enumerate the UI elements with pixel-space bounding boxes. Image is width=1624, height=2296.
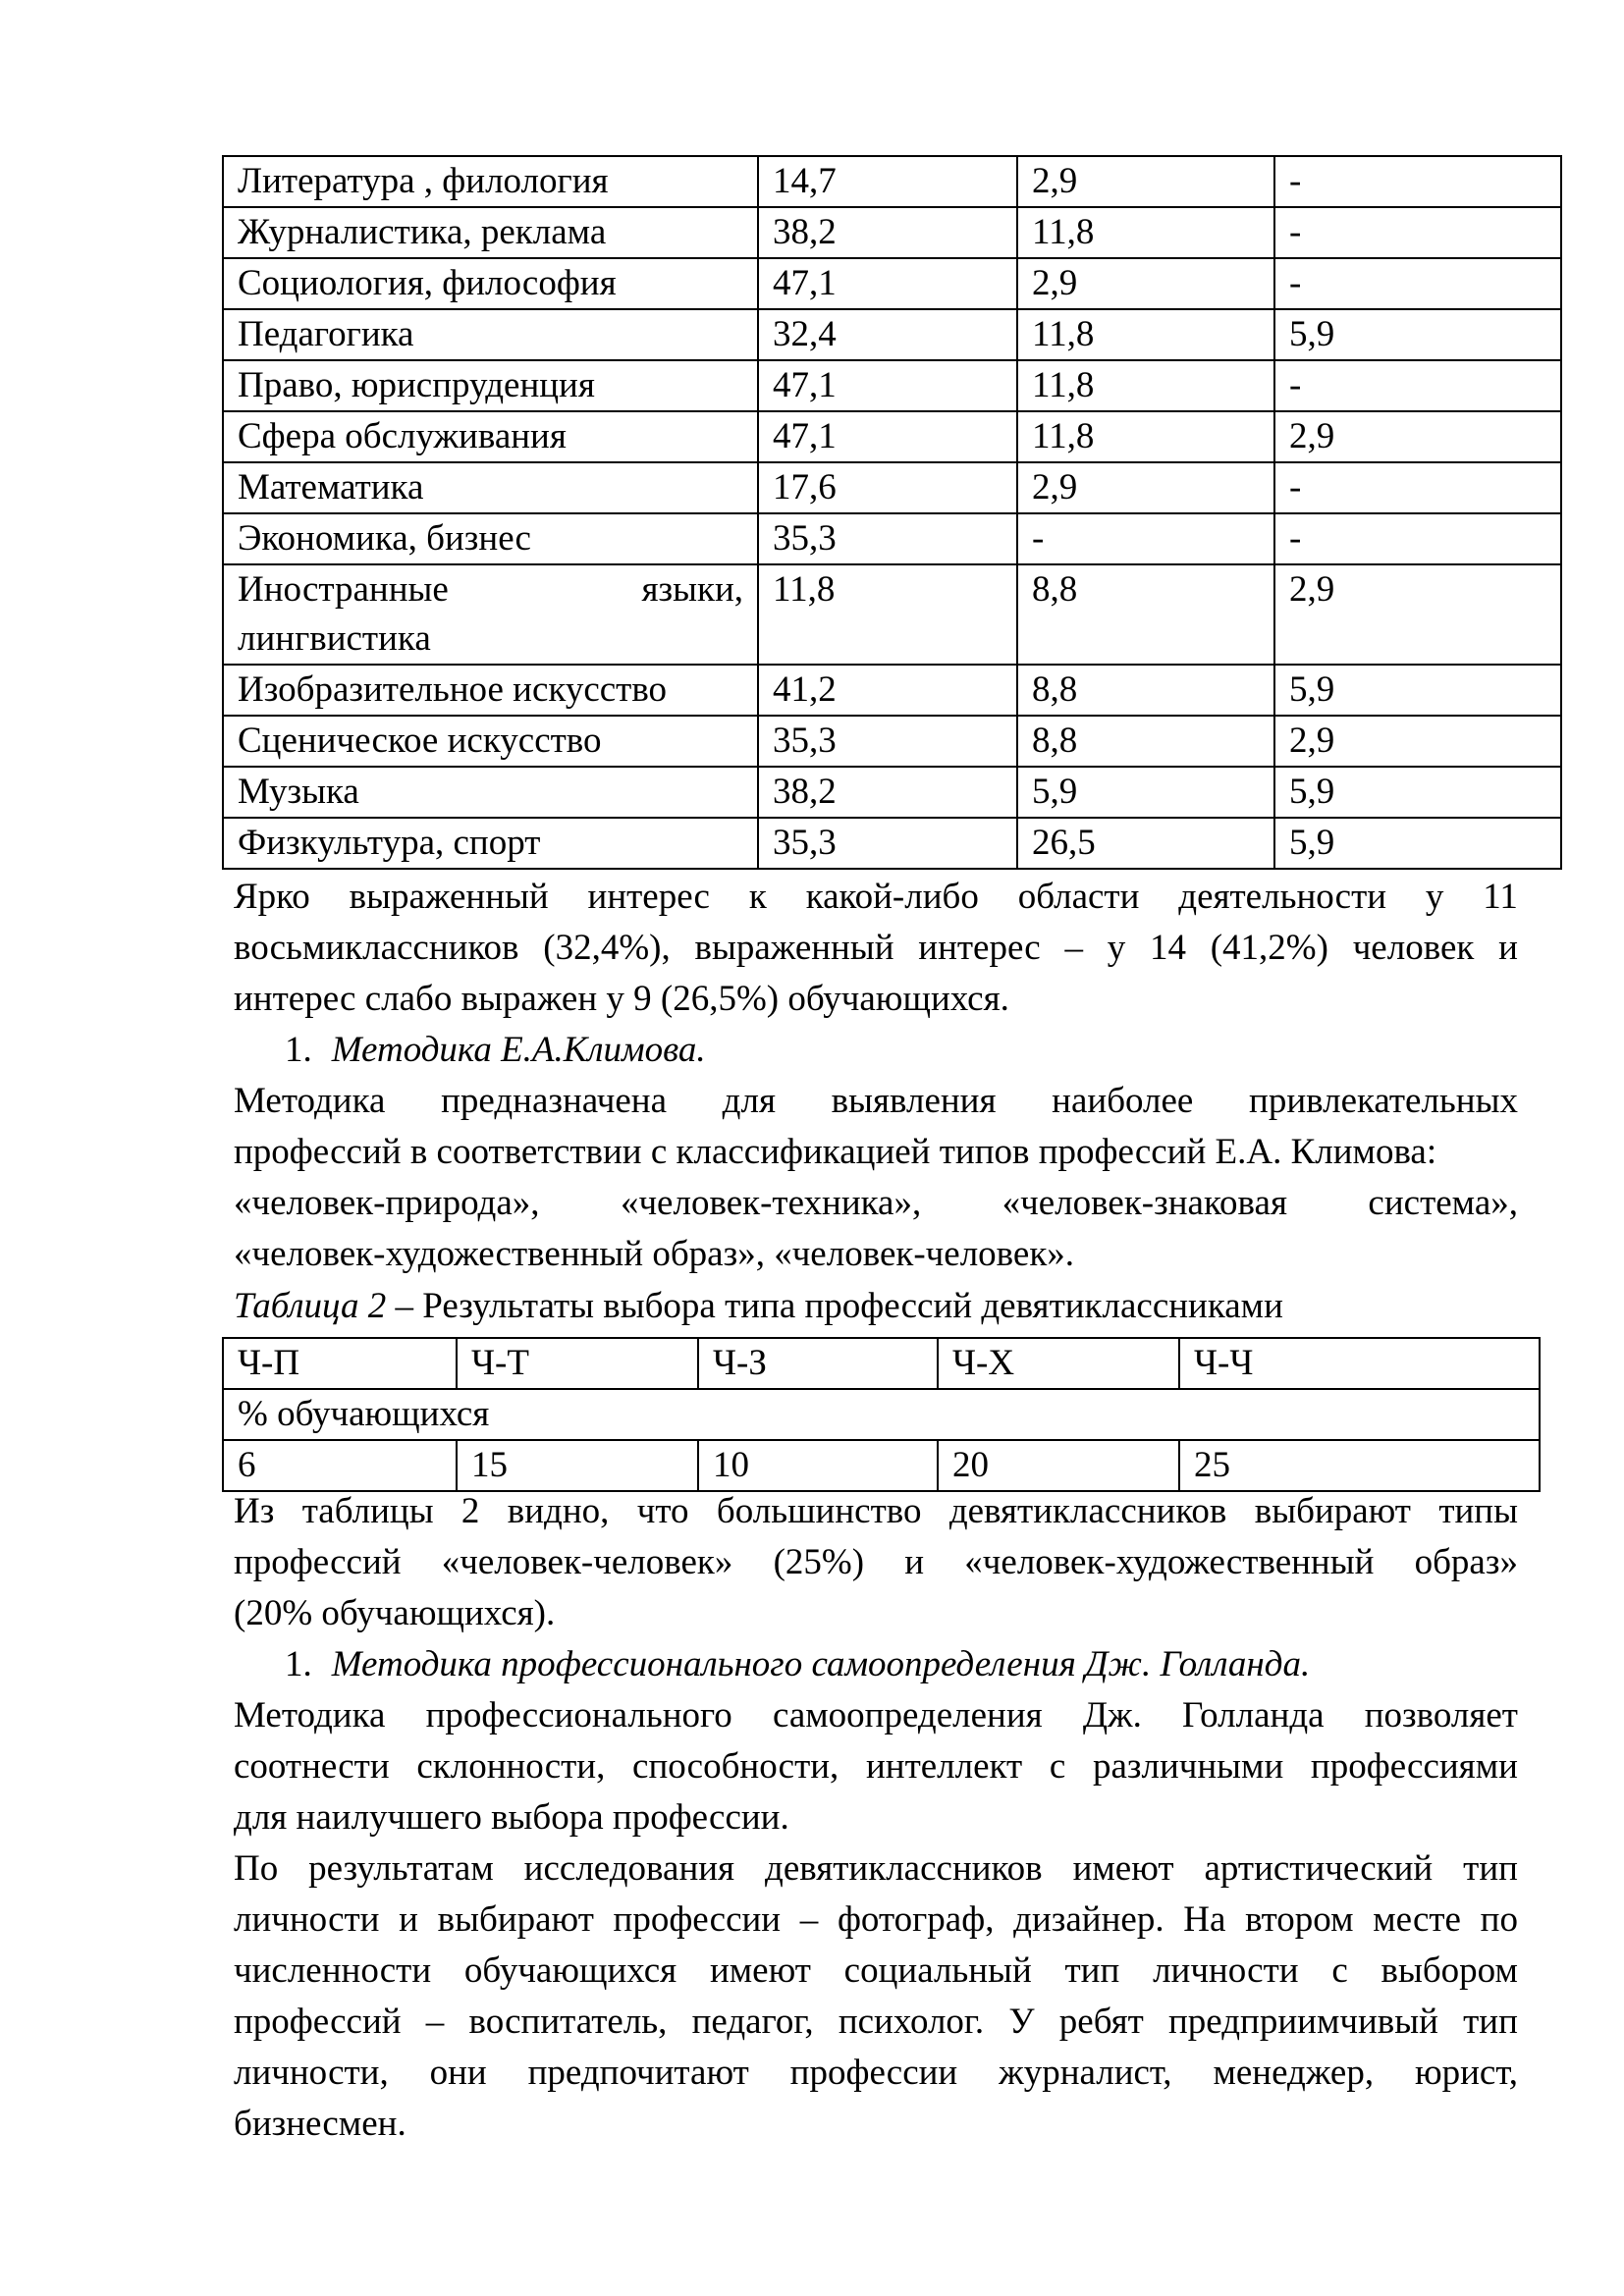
table-cell: - bbox=[1274, 462, 1561, 513]
table-cell: 35,3 bbox=[758, 716, 1017, 767]
word: артистический bbox=[1204, 1848, 1434, 1889]
word: 11 bbox=[1483, 877, 1518, 917]
word: ребят bbox=[1058, 2002, 1144, 2042]
table-header-cell: Ч-Х bbox=[938, 1338, 1179, 1389]
table-row bbox=[223, 564, 1561, 665]
word: исследования bbox=[523, 1848, 735, 1889]
cell-line: лингвистика bbox=[238, 618, 431, 659]
word: Методика bbox=[234, 1695, 386, 1735]
word: журналист, bbox=[999, 2053, 1172, 2093]
paragraph-holland-description bbox=[234, 1690, 1518, 1843]
numbered-heading-klimov bbox=[285, 1025, 706, 1076]
table-row bbox=[223, 360, 1561, 411]
word: 2 bbox=[460, 1491, 480, 1531]
word: наиболее bbox=[1052, 1081, 1194, 1121]
word: к bbox=[748, 877, 767, 917]
caption-label: Таблица 2 bbox=[234, 1286, 387, 1326]
caption-text: – Результаты выбора типа профессий девятиклассниками bbox=[386, 1286, 1283, 1326]
table-cell: 5,9 bbox=[1274, 309, 1561, 360]
word: таблицы bbox=[301, 1491, 434, 1531]
word: интеллект bbox=[865, 1746, 1023, 1787]
table-cell: Математика bbox=[223, 462, 758, 513]
heading-title: Методика Е.А.Климова. bbox=[331, 1030, 706, 1070]
word: имеют bbox=[1072, 1848, 1174, 1889]
word: Ярко bbox=[234, 877, 310, 917]
table-cell: 11,8 bbox=[758, 564, 1017, 665]
word: для bbox=[722, 1081, 776, 1121]
word: у bbox=[1425, 877, 1444, 917]
word: юрист, bbox=[1414, 2053, 1518, 2093]
word: численности bbox=[234, 1950, 432, 1991]
table-cell: - bbox=[1274, 360, 1561, 411]
word: девятиклассников bbox=[765, 1848, 1043, 1889]
table-subheader-cell: % обучающихся bbox=[223, 1389, 1540, 1440]
word: тип bbox=[1463, 1848, 1518, 1889]
word: большинство bbox=[716, 1491, 922, 1531]
table-caption bbox=[234, 1281, 1283, 1332]
word: По bbox=[234, 1848, 279, 1889]
table-row bbox=[223, 462, 1561, 513]
table-cell: 25 bbox=[1179, 1440, 1540, 1491]
word: (41,2%) bbox=[1210, 928, 1328, 968]
word: месте bbox=[1373, 1899, 1461, 1940]
paragraph-table2-summary bbox=[234, 1486, 1518, 1639]
word: выбором bbox=[1380, 1950, 1518, 1991]
table-cell: Литература , филология bbox=[223, 156, 758, 207]
table-cell: Право, юриспруденция bbox=[223, 360, 758, 411]
text-line: «человек-художественный образ», «человек-человек». bbox=[234, 1234, 1075, 1274]
table-cell: 20 bbox=[938, 1440, 1179, 1491]
word: самоопределения bbox=[772, 1695, 1043, 1735]
table-row bbox=[223, 411, 1561, 462]
word: «человек-знаковая bbox=[1001, 1183, 1287, 1223]
word: интерес bbox=[587, 877, 710, 917]
word: социальный bbox=[843, 1950, 1032, 1991]
justified-line bbox=[234, 923, 1518, 974]
word: личности bbox=[234, 1899, 380, 1940]
table-row bbox=[223, 767, 1561, 818]
word: соотнести bbox=[234, 1746, 390, 1787]
word: профессионального bbox=[425, 1695, 732, 1735]
word: Из bbox=[234, 1491, 275, 1531]
text-line: для наилучшего выбора профессии. bbox=[234, 1797, 789, 1838]
word: психолог. bbox=[838, 2002, 985, 2042]
word: Голланда bbox=[1182, 1695, 1325, 1735]
table-cell: - bbox=[1274, 156, 1561, 207]
table-row bbox=[223, 1389, 1540, 1440]
table-cell: 38,2 bbox=[758, 207, 1017, 258]
word: деятельности bbox=[1178, 877, 1387, 917]
table-cell: 38,2 bbox=[758, 767, 1017, 818]
word: выбирают bbox=[1254, 1491, 1411, 1531]
table-cell: 8,8 bbox=[1017, 716, 1274, 767]
table-cell: 47,1 bbox=[758, 411, 1017, 462]
table-cell: 2,9 bbox=[1274, 564, 1561, 665]
table-cell: 11,8 bbox=[1017, 411, 1274, 462]
table-cell: 5,9 bbox=[1017, 767, 1274, 818]
table-cell: 5,9 bbox=[1274, 665, 1561, 716]
word: предназначена bbox=[441, 1081, 667, 1121]
justified-line bbox=[234, 1946, 1518, 1997]
table-cell: Экономика, бизнес bbox=[223, 513, 758, 564]
word: девятиклассников bbox=[948, 1491, 1227, 1531]
word: выбирают bbox=[437, 1899, 594, 1940]
word: – bbox=[799, 1899, 819, 1940]
word: тип bbox=[1463, 2002, 1518, 2042]
table-row bbox=[223, 207, 1561, 258]
word: – bbox=[425, 2002, 445, 2042]
justified-line bbox=[234, 1486, 1518, 1537]
table-cell: 17,6 bbox=[758, 462, 1017, 513]
word: предприимчивый bbox=[1168, 2002, 1438, 2042]
cell-line bbox=[238, 565, 743, 614]
list-number: 1. bbox=[285, 1644, 312, 1684]
word: педагог, bbox=[691, 2002, 814, 2042]
cell-word: языки, bbox=[641, 569, 743, 610]
word: Методика bbox=[234, 1081, 386, 1121]
word: профессии bbox=[613, 1899, 782, 1940]
word: «человек-техника», bbox=[620, 1183, 922, 1223]
word: какой-либо bbox=[805, 877, 979, 917]
table-header-row bbox=[223, 1338, 1540, 1389]
table-row bbox=[223, 818, 1561, 869]
table-row bbox=[223, 309, 1561, 360]
table-row bbox=[223, 258, 1561, 309]
table-cell: 2,9 bbox=[1017, 156, 1274, 207]
table-cell: 11,8 bbox=[1017, 360, 1274, 411]
interest-table bbox=[222, 155, 1562, 870]
word: «человек-человек» bbox=[441, 1542, 733, 1582]
table-cell: 2,9 bbox=[1274, 411, 1561, 462]
table-header-cell: Ч-З bbox=[698, 1338, 938, 1389]
word: по bbox=[1480, 1899, 1518, 1940]
justified-line bbox=[234, 872, 1518, 923]
word: предпочитают bbox=[527, 2053, 749, 2093]
profession-type-table bbox=[222, 1337, 1541, 1492]
table-row bbox=[223, 156, 1561, 207]
word: дизайнер. bbox=[1013, 1899, 1164, 1940]
justified-line bbox=[234, 1537, 1518, 1588]
table-cell: 15 bbox=[457, 1440, 698, 1491]
word: восьмиклассников bbox=[234, 928, 519, 968]
word: воспитатель, bbox=[468, 2002, 668, 2042]
heading-title: Методика профессионального самоопределения Дж. Голланда. bbox=[331, 1644, 1311, 1684]
word: 14 bbox=[1149, 928, 1186, 968]
word: выявления bbox=[831, 1081, 997, 1121]
word: система», bbox=[1368, 1183, 1518, 1223]
table-cell: Журналистика, реклама bbox=[223, 207, 758, 258]
text-line: (20% обучающихся). bbox=[234, 1593, 556, 1633]
justified-line bbox=[234, 1843, 1518, 1895]
word: тип bbox=[1064, 1950, 1120, 1991]
word: с bbox=[1331, 1950, 1348, 1991]
table-cell: 47,1 bbox=[758, 360, 1017, 411]
word: склонности, bbox=[416, 1746, 606, 1787]
word: (32,4%), bbox=[543, 928, 671, 968]
word: у bbox=[1107, 928, 1126, 968]
word: результатам bbox=[308, 1848, 494, 1889]
paragraph-klimov-description bbox=[234, 1076, 1518, 1280]
justified-line bbox=[234, 1741, 1518, 1792]
word: что bbox=[636, 1491, 689, 1531]
table-cell: 5,9 bbox=[1274, 767, 1561, 818]
word: У bbox=[1008, 2002, 1035, 2042]
word: интерес bbox=[918, 928, 1041, 968]
table-cell: Социология, философия bbox=[223, 258, 758, 309]
table-row bbox=[223, 513, 1561, 564]
table-row bbox=[223, 665, 1561, 716]
word: привлекательных bbox=[1249, 1081, 1518, 1121]
word: профессиями bbox=[1310, 1746, 1518, 1787]
word: личности, bbox=[234, 2053, 389, 2093]
table-cell: 41,2 bbox=[758, 665, 1017, 716]
table-header-cell: Ч-П bbox=[223, 1338, 457, 1389]
table-cell: 47,1 bbox=[758, 258, 1017, 309]
word: позволяет bbox=[1364, 1695, 1518, 1735]
numbered-heading-holland bbox=[285, 1639, 1310, 1690]
word: (25%) bbox=[773, 1542, 865, 1582]
table-cell: Музыка bbox=[223, 767, 758, 818]
table-cell: - bbox=[1274, 258, 1561, 309]
table-cell: 8,8 bbox=[1017, 665, 1274, 716]
cell-word: Иностранные bbox=[238, 569, 449, 610]
table-header-cell: Ч-Т bbox=[457, 1338, 698, 1389]
table-cell: 2,9 bbox=[1274, 716, 1561, 767]
table-cell: 5,9 bbox=[1274, 818, 1561, 869]
table-cell: Педагогика bbox=[223, 309, 758, 360]
word: образ» bbox=[1414, 1542, 1518, 1582]
word: и bbox=[1498, 928, 1518, 968]
table-cell: 14,7 bbox=[758, 156, 1017, 207]
word: фотограф, bbox=[837, 1899, 995, 1940]
word: способности, bbox=[632, 1746, 839, 1787]
word: «человек-художественный bbox=[964, 1542, 1375, 1582]
word: профессий bbox=[234, 2002, 402, 2042]
word: имеют bbox=[709, 1950, 811, 1991]
list-number: 1. bbox=[285, 1030, 312, 1070]
text-line: интерес слабо выражен у 9 (26,5%) обучающихся. bbox=[234, 979, 1009, 1019]
word: с bbox=[1049, 1746, 1066, 1787]
table-cell: 10 bbox=[698, 1440, 938, 1491]
table-cell: 26,5 bbox=[1017, 818, 1274, 869]
word: выраженный bbox=[694, 928, 894, 968]
word: личности bbox=[1153, 1950, 1299, 1991]
table-cell: 8,8 bbox=[1017, 564, 1274, 665]
word: менеджер, bbox=[1213, 2053, 1375, 2093]
word: – bbox=[1064, 928, 1083, 968]
table-cell: 2,9 bbox=[1017, 462, 1274, 513]
word: выраженный bbox=[349, 877, 549, 917]
word: обучающихся bbox=[463, 1950, 677, 1991]
word: профессии bbox=[789, 2053, 958, 2093]
word: Дж. bbox=[1082, 1695, 1142, 1735]
justified-line bbox=[234, 1178, 1518, 1229]
justified-line bbox=[234, 1690, 1518, 1741]
table-cell: 35,3 bbox=[758, 818, 1017, 869]
table-cell bbox=[223, 564, 758, 665]
table-cell: 6 bbox=[223, 1440, 457, 1491]
justified-line bbox=[234, 1997, 1518, 2048]
paragraph-interest-summary bbox=[234, 872, 1518, 1025]
table-cell: 35,3 bbox=[758, 513, 1017, 564]
word: различными bbox=[1092, 1746, 1284, 1787]
text-line: бизнесмен. bbox=[234, 2104, 406, 2144]
word: и bbox=[399, 1899, 418, 1940]
word: «человек-природа», bbox=[234, 1183, 540, 1223]
word: области bbox=[1017, 877, 1140, 917]
table-cell: Сфера обслуживания bbox=[223, 411, 758, 462]
text-line: профессий в соответствии с классификацией типов профессий Е.А. Климова: bbox=[234, 1132, 1437, 1172]
paragraph-holland-results bbox=[234, 1843, 1518, 2150]
word: профессий bbox=[234, 1542, 402, 1582]
table-cell: 2,9 bbox=[1017, 258, 1274, 309]
table-cell: - bbox=[1274, 513, 1561, 564]
word: видно, bbox=[507, 1491, 610, 1531]
justified-line bbox=[234, 1076, 1518, 1127]
table-cell: Сценическое искусство bbox=[223, 716, 758, 767]
interest-table-body bbox=[223, 156, 1561, 869]
word: На bbox=[1183, 1899, 1226, 1940]
word: втором bbox=[1245, 1899, 1354, 1940]
word: типы bbox=[1438, 1491, 1518, 1531]
word: человек bbox=[1352, 928, 1475, 968]
table-cell: 11,8 bbox=[1017, 309, 1274, 360]
table-row bbox=[223, 716, 1561, 767]
justified-line bbox=[234, 1895, 1518, 1946]
word: и bbox=[904, 1542, 925, 1582]
table-cell: Изобразительное искусство bbox=[223, 665, 758, 716]
table-cell: Физкультура, спорт bbox=[223, 818, 758, 869]
justified-line bbox=[234, 2048, 1518, 2099]
table-row bbox=[223, 1440, 1540, 1491]
word: они bbox=[429, 2053, 487, 2093]
table-cell: 32,4 bbox=[758, 309, 1017, 360]
table-cell: - bbox=[1274, 207, 1561, 258]
table-header-cell: Ч-Ч bbox=[1179, 1338, 1540, 1389]
table-cell: 11,8 bbox=[1017, 207, 1274, 258]
table-cell: - bbox=[1017, 513, 1274, 564]
